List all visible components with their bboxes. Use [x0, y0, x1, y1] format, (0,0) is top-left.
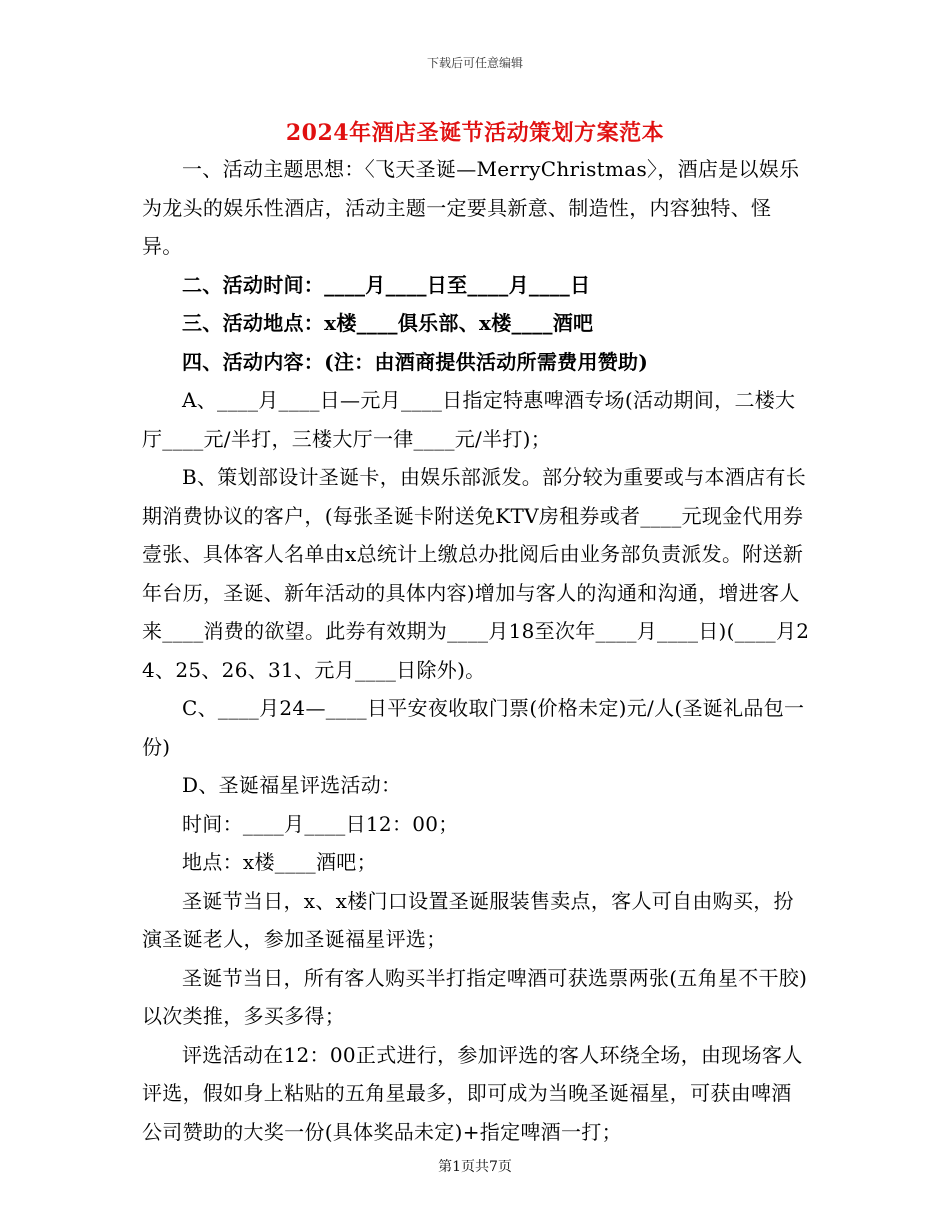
paragraph-event-time: 时间：____月____日12：00；	[182, 811, 459, 836]
paragraph-theme: 一、活动主题思想：〈飞天圣诞—MerryChristmas〉，酒店是以娱乐为龙头的娱乐性酒店，活动主题一定要具新意、制造性，内容独特、怪异。	[142, 157, 800, 258]
document-body	[142, 150, 810, 1151]
paragraph-time: 二、活动时间：____月____日至____月____日	[182, 272, 591, 297]
document-title: 2024年酒店圣诞节活动策划方案范本	[285, 120, 665, 146]
paragraph-item-b: B、策划部设计圣诞卡，由娱乐部派发。部分较为重要或与本酒店有长期消费协议的客户，(每张圣诞卡附送免KTV房租券或者____元现金代用券壹张、具体客人名单由x总统计上缴总办批阅后由业务部负责派发。附送新年台历，圣诞、新年活动的具体内容)增加与客人的沟通和沟通，增进客人来____消费的欲望。此券有效期为____月18至次年____月____日)(____月24、25、26、31、元月____日除外)。	[142, 465, 810, 682]
paragraph-voting-tickets: 圣诞节当日，所有客人购买半打指定啤酒可获选票两张(五角星不干胶)以次类推，多买多得；	[142, 965, 808, 1028]
paragraph-item-a: A、____月____日—元月____日指定特惠啤酒专场(活动期间，二楼大厅____元/半打，三楼大厅一律____元/半打)；	[142, 388, 796, 451]
paragraph-voting-process: 评选活动在12：00正式进行，参加评选的客人环绕全场，由现场客人评选，假如身上粘贴的五角星最多，即可成为当晚圣诞福星，可获由啤酒公司赞助的大奖一份(具体奖品未定)+指定啤酒一打；	[142, 1042, 803, 1144]
paragraph-item-d: D、圣诞福星评选活动：	[182, 773, 402, 797]
page-footer: 第1页共7页	[438, 1159, 512, 1175]
paragraph-item-c: C、____月24—____日平安夜收取门票(价格未定)元/人(圣诞礼品包一份)	[142, 696, 805, 759]
paragraph-content-heading: 四、活动内容：(注：由酒商提供活动所需费用赞助)	[182, 349, 649, 374]
page-header: 下载后可任意编辑	[426, 56, 523, 70]
paragraph-location: 三、活动地点：x楼____俱乐部、x楼____酒吧	[182, 311, 594, 335]
paragraph-event-location: 地点：x楼____酒吧；	[182, 850, 377, 874]
paragraph-costume-sale: 圣诞节当日，x、x楼门口设置圣诞服装售卖点，客人可自由购买，扮演圣诞老人，参加圣诞福星评选；	[142, 888, 794, 951]
